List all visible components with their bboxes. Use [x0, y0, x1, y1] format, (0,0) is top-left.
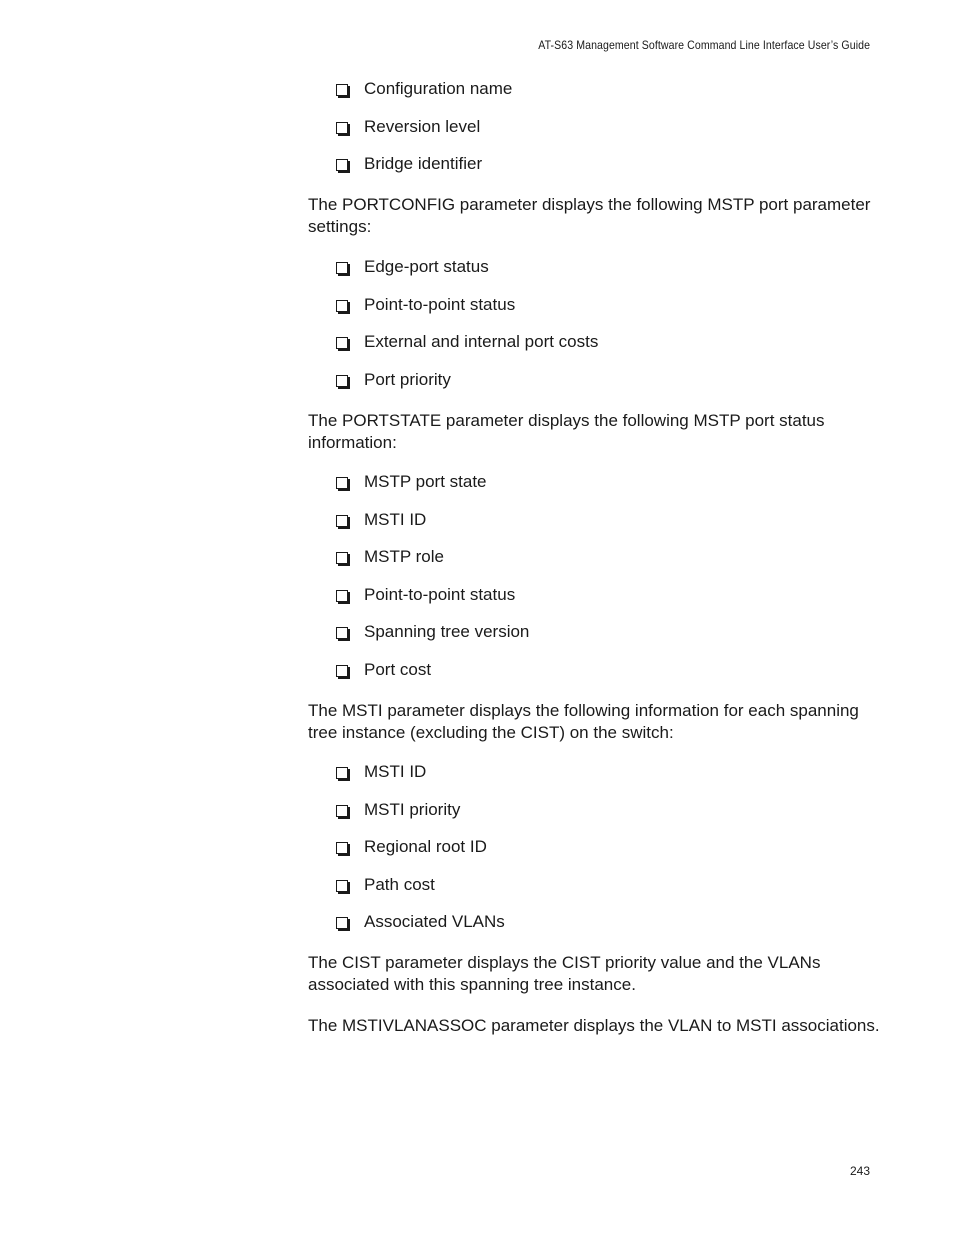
list-item-label: Spanning tree version: [364, 622, 530, 641]
list-item: [336, 295, 598, 333]
checkbox-bullet-icon: [336, 917, 348, 929]
checkbox-bullet-icon: [336, 122, 348, 134]
checkbox-bullet-icon: [336, 842, 348, 854]
bullet-list-general: [336, 79, 512, 192]
list-item-label: Point-to-point status: [364, 294, 516, 314]
bullet-list-portstate: [336, 472, 529, 697]
list-item-label: MSTP role: [364, 547, 444, 566]
list-item: [336, 912, 505, 950]
paragraph-msti: The MSTI parameter displays the following information for each spanning tree instance (excluding the CIST) on the switch:: [308, 701, 859, 742]
bullet-list-msti: [336, 762, 505, 950]
list-item-label: MSTI priority: [364, 799, 461, 819]
list-item: [336, 875, 505, 913]
list-item-label: Configuration name: [364, 79, 513, 98]
checkbox-bullet-icon: [336, 627, 348, 639]
checkbox-bullet-icon: [336, 262, 348, 274]
list-item-label: External and internal port costs: [364, 332, 599, 351]
list-item-label: Reversion level: [364, 116, 481, 136]
bullet-list-portconfig: [336, 257, 598, 407]
checkbox-bullet-icon: [336, 805, 348, 817]
list-item-label: Port priority: [364, 369, 451, 389]
list-item-label: MSTI ID: [364, 762, 427, 781]
list-item-label: Bridge identifier: [364, 154, 483, 173]
list-item: [336, 547, 529, 585]
list-item: [336, 800, 505, 838]
list-item: [336, 117, 512, 155]
checkbox-bullet-icon: [336, 159, 348, 171]
list-item: [336, 762, 505, 800]
page-number: 243: [849, 1164, 870, 1178]
paragraph-portconfig: The PORTCONFIG parameter displays the following MSTP port parameter settings:: [308, 195, 871, 236]
checkbox-bullet-icon: [336, 552, 348, 564]
checkbox-bullet-icon: [336, 375, 348, 387]
checkbox-bullet-icon: [336, 590, 348, 602]
list-item-label: MSTI ID: [364, 509, 427, 529]
list-item-label: Port cost: [364, 659, 432, 679]
paragraph-portstate: The PORTSTATE parameter displays the following MSTP port status information:: [308, 411, 825, 452]
list-item-label: Point-to-point status: [364, 584, 516, 604]
list-item-label: Path cost: [364, 874, 435, 894]
list-item-label: MSTP port state: [364, 472, 487, 491]
checkbox-bullet-icon: [336, 767, 348, 779]
list-item: [336, 370, 598, 408]
checkbox-bullet-icon: [336, 300, 348, 312]
list-item: [336, 622, 529, 660]
list-item: [336, 472, 529, 510]
list-item-label: Regional root ID: [364, 837, 487, 856]
paragraph-cist: The CIST parameter displays the CIST priority value and the VLANs associated with this spanning tree instance.: [308, 953, 821, 994]
checkbox-bullet-icon: [336, 515, 348, 527]
list-item: [336, 154, 512, 192]
list-item: [336, 510, 529, 548]
list-item: [336, 585, 529, 623]
checkbox-bullet-icon: [336, 665, 348, 677]
list-item: [336, 837, 505, 875]
checkbox-bullet-icon: [336, 84, 348, 96]
list-item: [336, 257, 598, 295]
checkbox-bullet-icon: [336, 477, 348, 489]
list-item: [336, 660, 529, 698]
list-item: [336, 79, 512, 117]
running-header: AT-S63 Management Software Command Line Interface User’s Guide: [538, 38, 870, 52]
checkbox-bullet-icon: [336, 337, 348, 349]
paragraph-mstivlanassoc: The MSTIVLANASSOC parameter displays the VLAN to MSTI associations.: [308, 1016, 880, 1035]
checkbox-bullet-icon: [336, 880, 348, 892]
list-item: [336, 332, 598, 370]
list-item-label: Associated VLANs: [364, 912, 505, 931]
list-item-label: Edge-port status: [364, 257, 489, 276]
